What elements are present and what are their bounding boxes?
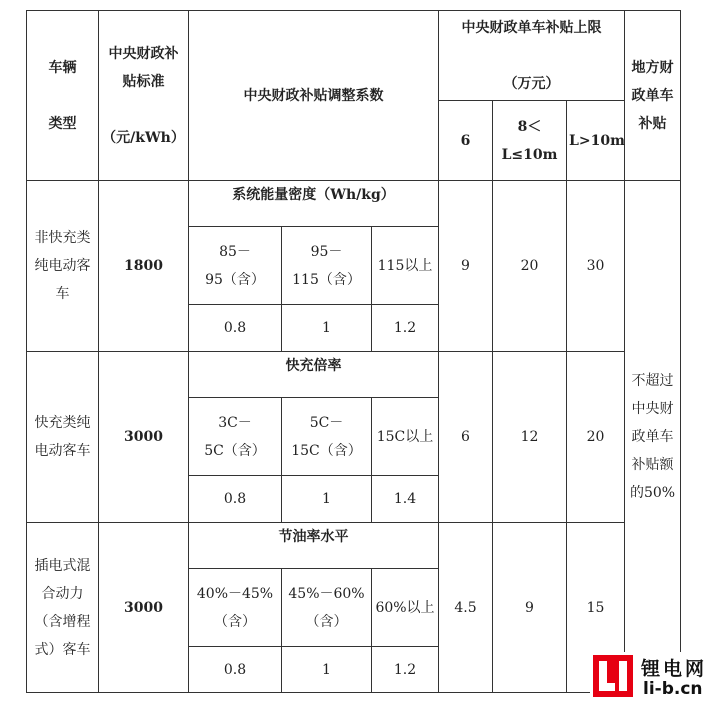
row3-range-3: 60%以上 <box>372 569 439 647</box>
row3-coef-2: 1 <box>282 647 372 693</box>
row3-metric: 节油率水平 <box>189 523 439 569</box>
row3-standard: 3000 <box>99 523 189 693</box>
row3-vehicle-type: 插电式混 合动力 （含增程 式）客车 <box>27 523 99 693</box>
li-logo-icon <box>593 655 633 697</box>
row1-range-1: 85－ 95（含） <box>189 227 282 305</box>
local-subsidy-value: 不超过 中央财 政单车 补贴额 的50% <box>625 181 681 693</box>
row1-cap-over-10: 30 <box>567 181 625 352</box>
row1-standard: 1800 <box>99 181 189 352</box>
row2-coef-3: 1.4 <box>372 476 439 523</box>
row2-range-3: 15C以上 <box>372 398 439 476</box>
row3-range-1: 40%－45% （含） <box>189 569 282 647</box>
row1-cap-8-10: 20 <box>493 181 567 352</box>
row1-metric: 系统能量密度（Wh/kg） <box>189 181 439 227</box>
row1-coef-1: 0.8 <box>189 305 282 352</box>
row1-coef-2: 1 <box>282 305 372 352</box>
row2-coef-2: 1 <box>282 476 372 523</box>
row3-cap-8-10: 9 <box>493 523 567 693</box>
row2-cap-8-10: 12 <box>493 352 567 523</box>
row1-coef-3: 1.2 <box>372 305 439 352</box>
row3-coef-3: 1.2 <box>372 647 439 693</box>
header-length-over-10: L>10m <box>567 101 625 181</box>
header-central-standard: 中央财政补 贴标准 （元/kWh） <box>99 11 189 181</box>
row2-range-1: 3C－ 5C（含） <box>189 398 282 476</box>
header-length-8-10: 8＜ L≤10m <box>493 101 567 181</box>
row1-vehicle-type: 非快充类 纯电动客 车 <box>27 181 99 352</box>
row2-range-2: 5C－ 15C（含） <box>282 398 372 476</box>
watermark-en: li-b.cn <box>643 679 703 699</box>
row1-cap-6: 9 <box>439 181 493 352</box>
header-length-6: 6 <box>439 101 493 181</box>
row2-cap-6: 6 <box>439 352 493 523</box>
row3-cap-over-10: 15 <box>567 523 625 693</box>
row2-coef-1: 0.8 <box>189 476 282 523</box>
row1-range-2: 95－ 115（含） <box>282 227 372 305</box>
row3-cap-6: 4.5 <box>439 523 493 693</box>
header-local-subsidy: 地方财 政单车 补贴 <box>625 11 681 181</box>
row2-vehicle-type: 快充类纯 电动客车 <box>27 352 99 523</box>
watermark-logo <box>590 652 708 702</box>
watermark-cn: 锂电网 <box>641 658 708 680</box>
row2-standard: 3000 <box>99 352 189 523</box>
row3-coef-1: 0.8 <box>189 647 282 693</box>
row3-range-2: 45%－60% （含） <box>282 569 372 647</box>
row2-metric: 快充倍率 <box>189 352 439 398</box>
header-vehicle-type: 车辆 类型 <box>27 11 99 181</box>
subsidy-table <box>26 10 681 693</box>
row2-cap-over-10: 20 <box>567 352 625 523</box>
header-single-cap: 中央财政单车补贴上限 （万元） <box>439 11 625 101</box>
row1-range-3: 115以上 <box>372 227 439 305</box>
header-adjust-coefficient: 中央财政补贴调整系数 <box>189 11 439 181</box>
